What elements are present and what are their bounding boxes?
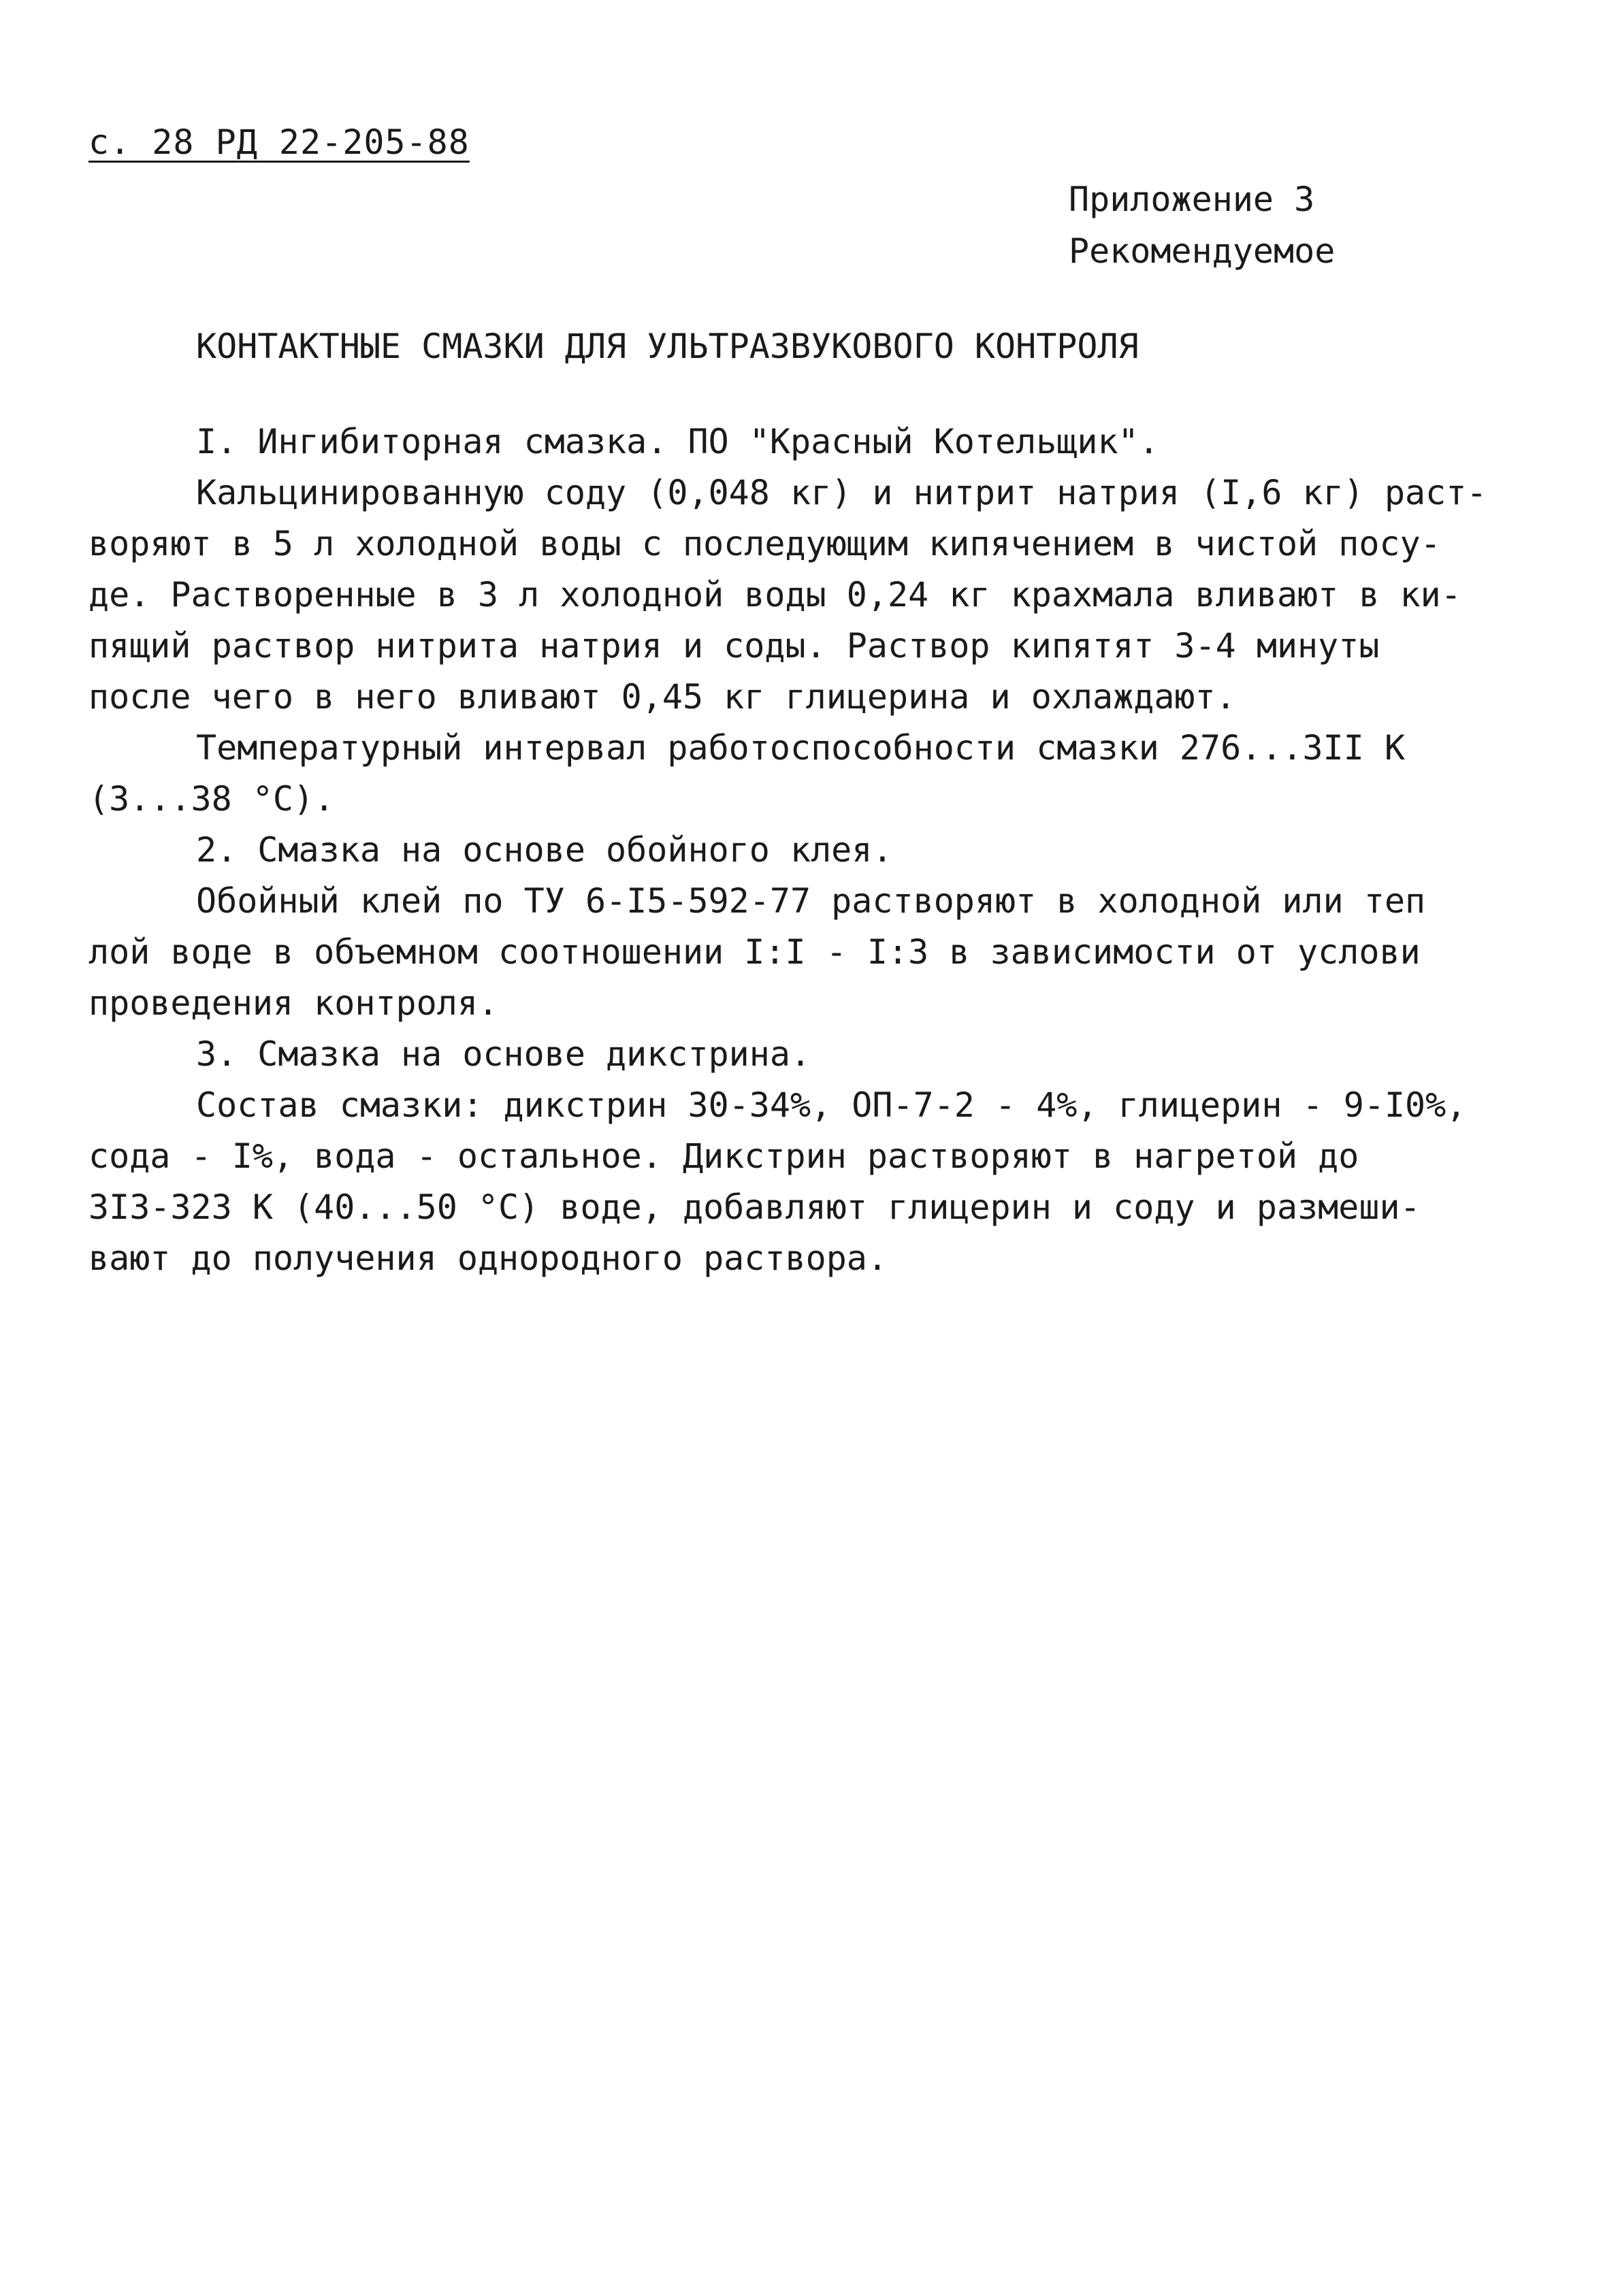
document-title: КОНТАКТНЫЕ СМАЗКИ ДЛЯ УЛЬТРАЗВУКОВОГО КОНТРОЛЯ bbox=[196, 327, 1139, 366]
text-line: Кальцинированную соду (0,048 кг) и нитрит натрия (I,6 кг) раст- bbox=[196, 473, 1487, 512]
text-line: де. Растворенные в 3 л холодной воды 0,24 кг крахмала вливают в ки- bbox=[88, 575, 1461, 614]
text-line: сода - I%, вода - остальное. Дикстрин растворяют в нагретой до bbox=[88, 1136, 1359, 1176]
text-line: воряют в 5 л холодной воды с последующим кипячением в чистой посу- bbox=[88, 524, 1441, 563]
appendix-status: Рекомендуемое bbox=[1069, 231, 1336, 271]
text-line: лой воде в объемном соотношении I:I - I:3 в зависимости от услови bbox=[88, 932, 1421, 972]
appendix-label bbox=[1069, 174, 1335, 277]
text-line: Температурный интервал работоспособности смазки 276...3II К bbox=[196, 728, 1406, 768]
text-line: пящий раствор нитрита натрия и соды. Раствор кипятят 3-4 минуты bbox=[88, 626, 1380, 666]
text-line: вают до получения однородного раствора. bbox=[88, 1239, 888, 1278]
document-body bbox=[88, 416, 1518, 1284]
text-line: проведения контроля. bbox=[88, 983, 499, 1023]
text-line: Состав смазки: дикстрин 30-34%, ОП-7-2 - 4%, глицерин - 9-I0%, bbox=[196, 1085, 1467, 1125]
appendix-number: Приложение 3 bbox=[1069, 180, 1315, 219]
section-3-heading: 3. Смазка на основе дикстрина. bbox=[196, 1034, 811, 1074]
text-line: (3...38 °С). bbox=[88, 779, 335, 819]
text-line: 3I3-323 К (40...50 °С) воде, добавляют глицерин и соду и размеши- bbox=[88, 1187, 1421, 1227]
page-reference: с. 28 РД 22-205-88 bbox=[88, 122, 470, 162]
text-line: после чего в него вливают 0,45 кг глицерина и охлаждают. bbox=[88, 677, 1236, 717]
section-1-heading: I. Ингибиторная смазка. ПО "Красный Котельщик". bbox=[196, 422, 1159, 461]
section-2-heading: 2. Смазка на основе обойного клея. bbox=[196, 830, 893, 870]
text-line: Обойный клей по ТУ 6-I5-592-77 растворяют в холодной или теп bbox=[196, 881, 1426, 921]
